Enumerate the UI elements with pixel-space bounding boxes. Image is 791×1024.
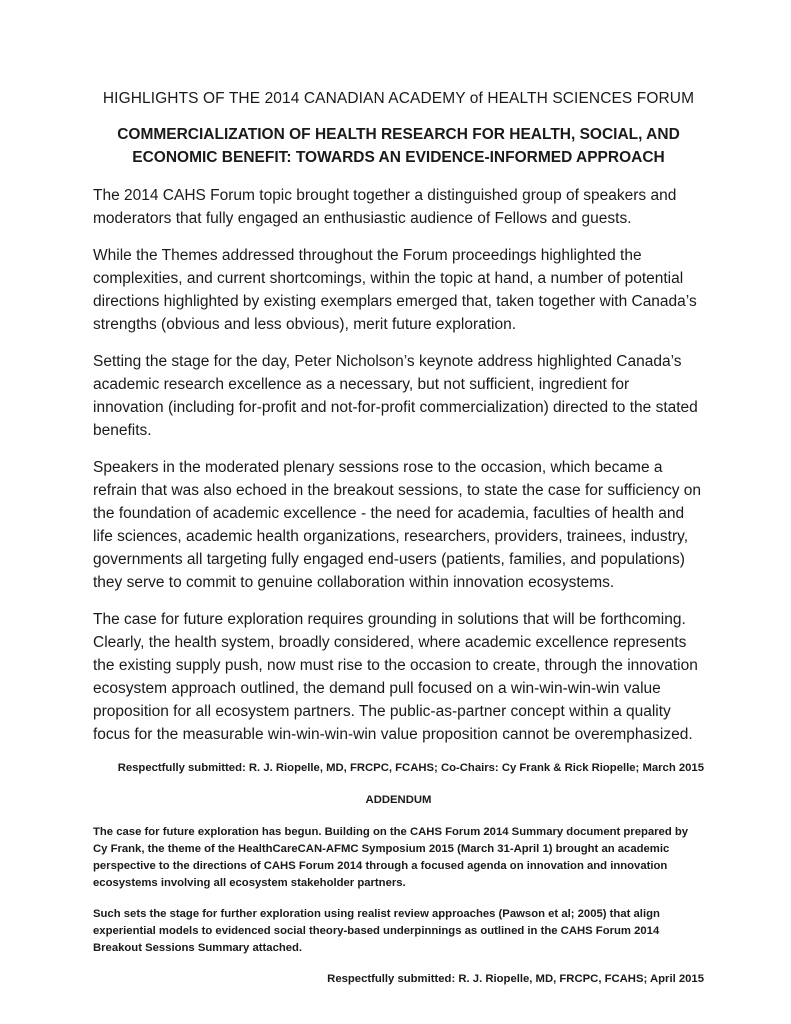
document-subtitle: COMMERCIALIZATION OF HEALTH RESEARCH FOR HEALTH, SOCIAL, AND ECONOMIC BENEFIT: TOWARDS AN EVIDENCE-INFORMED APPROACH <box>117 126 680 166</box>
paragraph-themes: While the Themes addressed throughout the Forum proceedings highlighted the complexities, and current shortcomings, within the topic at hand, a number of potential directions highlighted by existing exemplars emerged that, taken together with Canada’s strengths (obvious and less obvious), merit future exploration. <box>93 247 697 333</box>
addendum-paragraph-realist-review: Such sets the stage for further exploration using realist review approaches (Pawson et al; 2005) that align experiential models to evidenced social theory-based underpinnings as outlined in the CAHS Forum 2014 Breakout Sessions Summary attached. <box>93 908 660 954</box>
document-title: HIGHLIGHTS OF THE 2014 CANADIAN ACADEMY of HEALTH SCIENCES FORUM <box>102 90 695 107</box>
paragraph-speakers: Speakers in the moderated plenary sessions rose to the occasion, which became a refrain that was also echoed in the breakout sessions, to state the case for sufficiency on the foundation of academic excellence - the need for academia, faculties of health and life sciences, academic health organizations, researchers, providers, trainees, industry, governments all targeting fully engaged end-users (patients, families, and populations) they serve to commit to genuine collaboration within innovation ecosystems. <box>93 459 702 591</box>
paragraph-future-exploration: The case for future exploration requires grounding in solutions that will be forthcoming. Clearly, the health system, broadly considered, where academic excellence represents the existing supply push, now must rise to the occasion to create, through the innovation ecosystem approach outlined, the demand pull focused on a win-win-win-win value proposition for all ecosystem partners. The public-as-partner concept within a quality focus for the measurable win-win-win-win value proposition cannot be overemphasized. <box>93 611 698 743</box>
submission-line-march: Respectfully submitted: R. J. Riopelle, MD, FRCPC, FCAHS; Co-Chairs: Cy Frank & Rick Riopelle; March 2015 <box>117 762 704 774</box>
addendum-paragraph-symposium: The case for future exploration has begun. Building on the CAHS Forum 2014 Summary document prepared by Cy Frank, the theme of the HealthCareCAN-AFMC Symposium 2015 (March 31-April 1) brought an academic perspective to the directions of CAHS Forum 2014 through a focused agenda on innovation and innovation ecosystems involving all ecosystem stakeholder partners. <box>93 826 689 889</box>
addendum-heading: ADDENDUM <box>365 794 432 806</box>
submission-line-april: Respectfully submitted: R. J. Riopelle, MD, FRCPC, FCAHS; April 2015 <box>327 973 704 985</box>
paragraph-keynote: Setting the stage for the day, Peter Nicholson’s keynote address highlighted Canada’s academic research excellence as a necessary, but not sufficient, ingredient for innovation (including for-profit and not-for-profit commercialization) directed to the stated benefits. <box>93 353 698 439</box>
paragraph-intro: The 2014 CAHS Forum topic brought together a distinguished group of speakers and moderators that fully engaged an enthusiastic audience of Fellows and guests. <box>93 187 677 227</box>
